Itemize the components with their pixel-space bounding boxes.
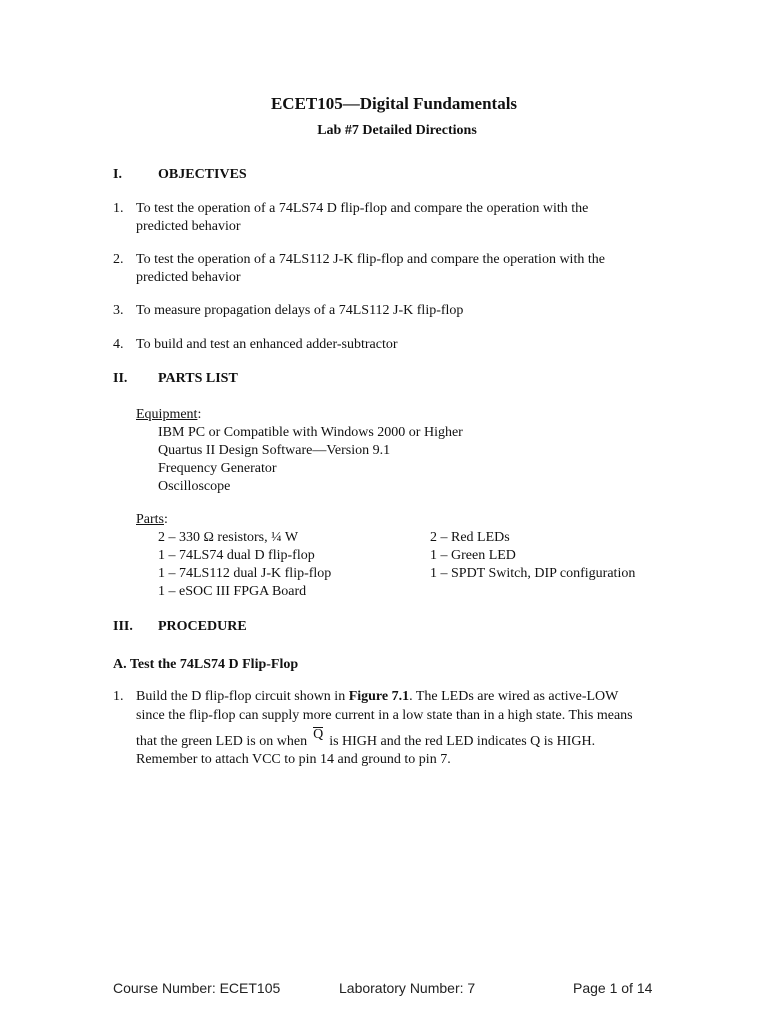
footer-page-number: Page 1 of 14 <box>573 980 653 996</box>
section-heading-objectives: OBJECTIVES <box>158 167 247 182</box>
parts-item: 2 – 330 Ω resistors, ¼ W <box>158 530 299 545</box>
objective-number: 4. <box>113 337 124 352</box>
step-number: 1. <box>113 689 124 704</box>
subsection-heading-a: A. Test the 74LS74 D Flip-Flop <box>113 657 299 672</box>
document-subtitle: Lab #7 Detailed Directions <box>317 123 477 138</box>
parts-item: 1 – eSOC III FPGA Board <box>158 584 307 599</box>
equipment-item: Frequency Generator <box>158 461 277 476</box>
section-number-procedure: III. <box>113 619 133 634</box>
figure-reference: Figure 7.1 <box>348 689 410 704</box>
section-number-objectives: I. <box>113 167 122 182</box>
equipment-item: IBM PC or Compatible with Windows 2000 or Higher <box>158 425 463 440</box>
step-text: Build the D flip-flop circuit shown in Figure 7.1. The LEDs are wired as active-LOW <box>136 689 619 704</box>
step-text-cont: that the green LED is on when Q is HIGH and the red LED indicates Q is HIGH. <box>136 727 596 749</box>
step-text-cont: Remember to attach VCC to pin 14 and ground to pin 7. <box>136 752 451 767</box>
section-heading-parts-list: PARTS LIST <box>158 371 238 386</box>
objective-number: 3. <box>113 303 124 318</box>
objective-text-cont: predicted behavior <box>136 219 241 234</box>
objective-text: To test the operation of a 74LS74 D flip-flop and compare the operation with the <box>136 201 589 216</box>
equipment-label: Equipment: <box>136 407 202 422</box>
section-number-parts-list: II. <box>113 371 128 386</box>
objective-number: 1. <box>113 201 124 216</box>
document-title: ECET105—Digital Fundamentals <box>270 94 518 113</box>
objective-text-cont: predicted behavior <box>136 270 241 285</box>
parts-item: 1 – 74LS74 dual D flip-flop <box>158 548 315 563</box>
parts-item: 2 – Red LEDs <box>430 530 510 545</box>
parts-label: Parts: <box>136 512 168 527</box>
equipment-item: Oscilloscope <box>158 479 231 494</box>
section-heading-procedure: PROCEDURE <box>158 619 247 634</box>
step-text-cont: since the flip-flop can supply more current in a low state than in a high state. This means <box>136 708 633 723</box>
parts-item: 1 – 74LS112 dual J-K flip-flop <box>158 566 332 581</box>
objective-number: 2. <box>113 252 124 267</box>
objective-text: To build and test an enhanced adder-subtractor <box>136 337 398 352</box>
objective-text: To measure propagation delays of a 74LS112 J-K flip-flop <box>136 303 464 318</box>
q-bar-symbol: Q <box>313 727 324 742</box>
footer-lab-number: Laboratory Number: 7 <box>339 980 476 996</box>
parts-item: 1 – SPDT Switch, DIP configuration <box>430 566 636 581</box>
parts-item: 1 – Green LED <box>430 548 516 563</box>
footer-course-number: Course Number: ECET105 <box>113 980 281 996</box>
equipment-item: Quartus II Design Software—Version 9.1 <box>158 443 391 458</box>
objective-text: To test the operation of a 74LS112 J-K flip-flop and compare the operation with the <box>136 252 605 267</box>
